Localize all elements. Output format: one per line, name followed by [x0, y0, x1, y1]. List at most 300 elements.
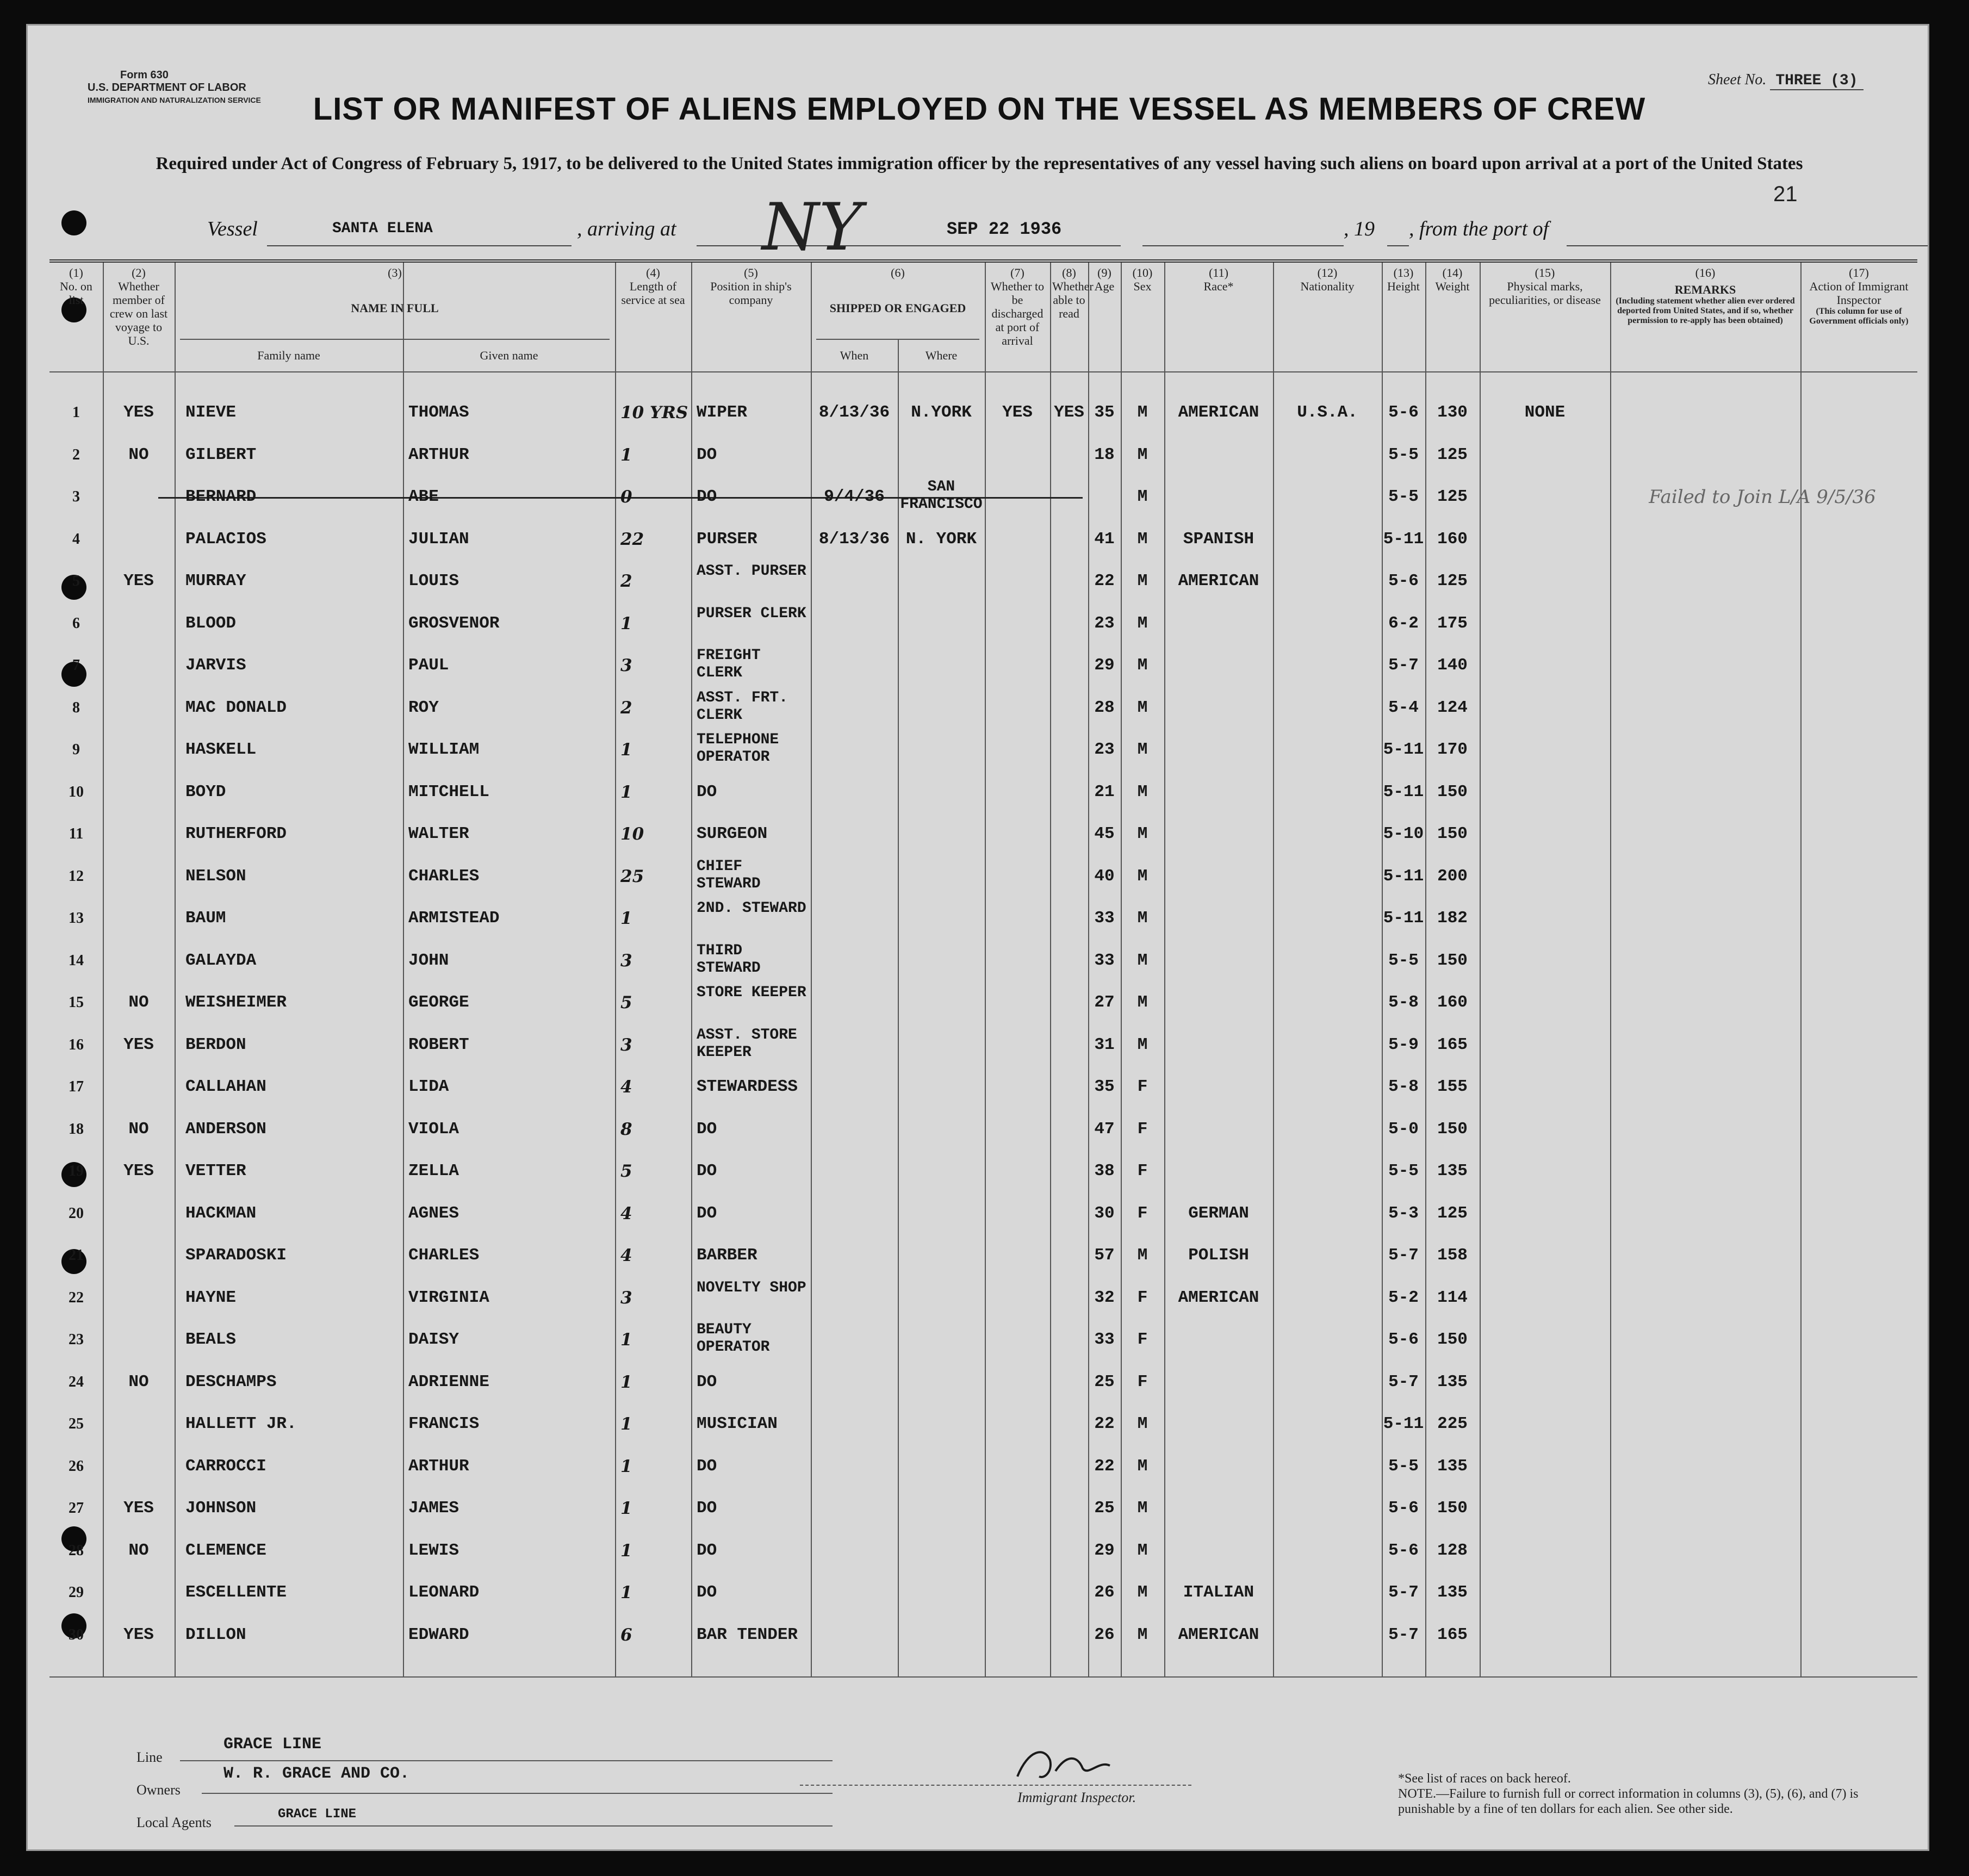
cell-service: 8: [620, 1119, 632, 1139]
cell-service: 1: [620, 1583, 632, 1602]
cell-weight: 135: [1437, 1372, 1468, 1392]
cell-height: 5-6: [1388, 1499, 1419, 1518]
cell-sex: M: [1137, 1246, 1148, 1265]
crew-row: [49, 479, 1917, 530]
column-label: Sex: [1133, 279, 1152, 293]
cell-prev: YES: [123, 572, 154, 591]
cell-position: DO: [697, 1372, 717, 1392]
column-header: [1480, 266, 1610, 307]
crew-row: [49, 531, 1917, 572]
cell-family: HACKMAN: [185, 1203, 257, 1223]
cell-no: 24: [69, 1373, 84, 1390]
column-number: (9): [1097, 266, 1111, 279]
crew-row: [49, 1415, 1917, 1457]
cell-given: PAUL: [408, 656, 449, 675]
cell-no: 26: [69, 1457, 84, 1475]
cell-weight: 158: [1437, 1246, 1468, 1265]
cell-no: 21: [69, 1247, 84, 1264]
cell-height: 5-7: [1388, 1372, 1419, 1392]
column-label: Whether member of crew on last voyage to U.S.: [109, 279, 168, 347]
cell-no: 7: [72, 657, 80, 674]
cell-no: 23: [69, 1331, 84, 1348]
cell-race: ITALIAN: [1183, 1583, 1254, 1602]
cell-weight: 170: [1437, 740, 1468, 759]
cell-service: 1: [620, 1414, 632, 1434]
cell-height: 5-11: [1383, 909, 1424, 928]
column-label: Action of Immigrant Inspector: [1809, 279, 1909, 307]
cell-read: YES: [1054, 403, 1084, 422]
column-label: No. on list: [60, 279, 92, 307]
from-port-label: , from the port of: [1409, 218, 1549, 240]
cell-no: 1: [72, 404, 80, 421]
cell-height: 5-7: [1388, 1625, 1419, 1644]
cell-family: BOYD: [185, 782, 226, 802]
vessel-label: Vessel: [207, 218, 258, 240]
cell-given: AGNES: [408, 1203, 459, 1223]
cell-height: 5-5: [1388, 1456, 1419, 1476]
arriving-port-handwritten: NY: [762, 190, 862, 265]
cell-no: 29: [69, 1584, 84, 1601]
manifest-footer: [49, 1684, 1917, 1847]
cell-service: 3: [620, 1288, 632, 1308]
cell-prev: YES: [123, 1161, 154, 1181]
cell-age: 23: [1094, 613, 1115, 633]
cell-height: 5-7: [1388, 1583, 1419, 1602]
cell-position: 2ND. STEWARD: [697, 900, 806, 917]
owners-label: Owners: [136, 1782, 181, 1798]
cell-no: 16: [69, 1036, 84, 1053]
vessel-info-line: [207, 190, 1838, 265]
cell-sex: F: [1137, 1330, 1148, 1349]
cell-when: 8/13/36: [818, 529, 890, 549]
column-header: [1610, 266, 1800, 326]
cell-family: MURRAY: [185, 572, 246, 591]
sheet-label: Sheet No.: [1708, 71, 1767, 88]
column-number: (3): [388, 266, 402, 279]
cell-service: 10 YRS: [620, 403, 688, 423]
cell-height: 5-5: [1388, 951, 1419, 970]
cell-weight: 225: [1437, 1414, 1468, 1433]
cell-weight: 130: [1437, 403, 1468, 422]
crew-row: [49, 689, 1917, 741]
cell-prev: NO: [128, 445, 149, 464]
cell-weight: 182: [1437, 909, 1468, 928]
cell-prev: YES: [123, 403, 154, 422]
cell-remarks: Failed to Join L/A 9/5/36: [1649, 486, 1876, 508]
cell-age: 27: [1094, 993, 1115, 1012]
crew-row: [49, 731, 1917, 782]
column-header: [1273, 266, 1382, 293]
cell-no: 28: [69, 1542, 84, 1559]
column-header: [1164, 266, 1273, 293]
cell-age: 47: [1094, 1119, 1115, 1139]
cell-position: MUSICIAN: [697, 1414, 778, 1433]
cell-family: RUTHERFORD: [185, 824, 287, 843]
column-header: [103, 266, 175, 347]
cell-given: WALTER: [408, 824, 469, 843]
cell-service: 1: [620, 1330, 632, 1350]
cell-family: JARVIS: [185, 656, 246, 675]
cell-service: 4: [620, 1203, 632, 1223]
cell-sex: F: [1137, 1161, 1148, 1181]
cell-position: BARBER: [697, 1246, 757, 1265]
cell-age: 25: [1094, 1499, 1115, 1518]
cell-position: PURSER: [697, 529, 757, 549]
agents-value: GRACE LINE: [278, 1807, 357, 1822]
column-number: (4): [646, 266, 660, 279]
line-label: Line: [136, 1749, 163, 1765]
arrival-date-stamp: SEP 22 1936: [947, 219, 1062, 239]
cell-position: SURGEON: [697, 824, 768, 843]
cell-age: 41: [1094, 529, 1115, 549]
cell-age: 22: [1094, 572, 1115, 591]
cell-height: 6-2: [1388, 613, 1419, 633]
cell-height: 5-7: [1388, 656, 1419, 675]
cell-where: N. YORK: [905, 529, 977, 549]
cell-prev: YES: [123, 1625, 154, 1644]
cell-weight: 135: [1437, 1456, 1468, 1476]
cell-service: 4: [620, 1246, 632, 1265]
cell-position: DO: [697, 1456, 717, 1476]
cell-sex: M: [1137, 1625, 1148, 1644]
column-label: NAME IN FULL: [351, 301, 439, 315]
cell-family: WEISHEIMER: [185, 993, 287, 1012]
cell-weight: 165: [1437, 1625, 1468, 1644]
cell-weight: 150: [1437, 1119, 1468, 1139]
column-label: REMARKS: [1674, 283, 1736, 296]
column-header: [811, 266, 985, 315]
cell-when: 9/4/36: [824, 487, 885, 506]
cell-given: ROY: [408, 698, 439, 717]
cell-service: 10: [620, 824, 644, 844]
cell-given: DAISY: [408, 1330, 459, 1349]
cell-sex: F: [1137, 1288, 1148, 1307]
cell-race: AMERICAN: [1178, 572, 1259, 591]
cell-no: 5: [72, 573, 80, 589]
cell-service: 25: [620, 866, 644, 886]
crew-row: [49, 942, 1917, 993]
cell-no: 12: [69, 867, 84, 885]
column-header: [175, 266, 615, 315]
cell-sex: M: [1137, 740, 1148, 759]
cell-family: BAUM: [185, 909, 226, 928]
cell-age: 33: [1094, 1330, 1115, 1349]
column-label: Whether to be discharged at port of arrival: [990, 279, 1045, 347]
column-number: (11): [1209, 266, 1228, 279]
cell-position: ASST. FRT. CLERK: [697, 689, 788, 724]
cell-height: 5-5: [1388, 445, 1419, 464]
column-number: (10): [1132, 266, 1153, 279]
column-number: (12): [1317, 266, 1338, 279]
column-subnote: (Including statement whether alien ever ordered deported from United States, and if so, whether permission to re-apply has been obtained): [1616, 296, 1795, 325]
crew-row: [49, 1500, 1917, 1541]
penalty-note: NOTE.—Failure to furnish full or correct information in columns (3), (5), (6), and (7) is punishable by a fine of ten dollars for each alien. See other side.: [1398, 1787, 1859, 1816]
sheet-value: THREE (3): [1770, 72, 1863, 90]
punch-hole: [61, 210, 86, 235]
cell-weight: 200: [1437, 866, 1468, 886]
cell-age: 30: [1094, 1203, 1115, 1223]
column-number: (13): [1393, 266, 1414, 279]
cell-no: 18: [69, 1120, 84, 1138]
agents-label: Local Agents: [136, 1815, 212, 1830]
column-label: Position in ship's company: [710, 279, 792, 307]
cell-family: PALACIOS: [185, 529, 266, 549]
cell-sex: M: [1137, 403, 1148, 422]
cell-service: 3: [620, 1035, 632, 1055]
cell-height: 5-11: [1383, 782, 1424, 802]
column-subheader: Family name: [257, 349, 320, 362]
crew-row: [49, 563, 1917, 614]
crew-row: [49, 1321, 1917, 1372]
cell-service: 2: [620, 698, 632, 718]
column-header: [1800, 266, 1917, 326]
cell-family: HAYNE: [185, 1288, 237, 1307]
column-label: Age: [1094, 279, 1115, 293]
cell-given: JOHN: [408, 951, 449, 970]
column-number: (1): [69, 266, 83, 279]
cell-given: MITCHELL: [408, 782, 489, 802]
cell-family: CLEMENCE: [185, 1540, 266, 1560]
cell-position: PURSER CLERK: [697, 605, 806, 622]
cell-sex: M: [1137, 698, 1148, 717]
cell-position: DO: [697, 782, 717, 802]
cell-service: 4: [620, 1077, 632, 1097]
crew-row: [49, 984, 1917, 1035]
cell-position: THIRD STEWARD: [697, 942, 761, 977]
cell-service: 1: [620, 1372, 632, 1392]
cell-family: SPARADOSKI: [185, 1246, 287, 1265]
cell-family: NIEVE: [185, 403, 237, 422]
cell-height: 5-8: [1388, 993, 1419, 1012]
crew-row: [49, 1247, 1917, 1288]
service-name: IMMIGRATION AND NATURALIZATION SERVICE: [88, 96, 261, 104]
cell-given: VIOLA: [408, 1119, 459, 1139]
cell-weight: 125: [1437, 1203, 1468, 1223]
cell-weight: 135: [1437, 1583, 1468, 1602]
column-number: (16): [1695, 266, 1716, 279]
cell-family: VETTER: [185, 1161, 246, 1181]
cell-family: BEALS: [185, 1330, 237, 1349]
cell-age: 28: [1094, 698, 1115, 717]
cell-prev: YES: [123, 1035, 154, 1054]
cell-height: 5-11: [1383, 866, 1424, 886]
crew-row: [49, 1542, 1917, 1583]
cell-service: 3: [620, 951, 632, 971]
cell-no: 13: [69, 910, 84, 927]
arriving-label: , arriving at: [577, 218, 676, 240]
cell-family: ESCELLENTE: [185, 1583, 287, 1602]
cell-no: 15: [69, 994, 84, 1011]
cell-age: 35: [1094, 1077, 1115, 1096]
cell-height: 5-9: [1388, 1035, 1419, 1054]
cell-no: 19: [69, 1163, 84, 1179]
column-label: Race*: [1203, 279, 1234, 293]
cell-weight: 155: [1437, 1077, 1468, 1096]
cell-height: 5-5: [1388, 487, 1419, 506]
column-label: SHIPPED OR ENGAGED: [829, 301, 966, 315]
cell-family: GALAYDA: [185, 951, 257, 970]
cell-position: DO: [697, 445, 717, 464]
cell-age: 22: [1094, 1456, 1115, 1476]
cell-weight: 150: [1437, 782, 1468, 802]
cell-family: CALLAHAN: [185, 1077, 266, 1096]
column-header: [615, 266, 691, 307]
document-title: LIST OR MANIFEST OF ALIENS EMPLOYED ON THE VESSEL AS MEMBERS OF CREW: [313, 91, 1646, 127]
crew-row: [49, 1584, 1917, 1625]
cell-when: 8/13/36: [818, 403, 890, 422]
race-note: *See list of races on back hereof.: [1398, 1772, 1571, 1786]
cell-given: ARTHUR: [408, 445, 469, 464]
column-header: [1425, 266, 1480, 293]
cell-height: 5-11: [1383, 529, 1424, 549]
cell-sex: F: [1137, 1077, 1148, 1096]
cell-age: 33: [1094, 909, 1115, 928]
cell-no: 25: [69, 1415, 84, 1432]
cell-service: 22: [620, 529, 644, 549]
crew-row: [49, 1121, 1917, 1162]
cell-no: 14: [69, 952, 84, 969]
column-label: Weight: [1435, 279, 1470, 293]
cell-height: 5-6: [1388, 572, 1419, 591]
cell-sex: M: [1137, 824, 1148, 843]
crew-row: [49, 1626, 1917, 1668]
cell-weight: 160: [1437, 993, 1468, 1012]
cell-race: POLISH: [1188, 1246, 1249, 1265]
cell-position: STEWARDESS: [697, 1077, 798, 1096]
column-label: Length of service at sea: [621, 279, 685, 307]
cell-height: 5-11: [1383, 1414, 1424, 1433]
cell-sex: M: [1137, 656, 1148, 675]
crew-row: [49, 825, 1917, 867]
cell-sex: M: [1137, 445, 1148, 464]
cell-sex: M: [1137, 1499, 1148, 1518]
cell-family: DILLON: [185, 1625, 246, 1644]
cell-weight: 165: [1437, 1035, 1468, 1054]
manifest-sheet: [26, 24, 1929, 1851]
cell-given: ZELLA: [408, 1161, 459, 1181]
cell-service: 6: [620, 1625, 632, 1645]
column-label: Physical marks, peculiarities, or disease: [1489, 279, 1601, 307]
sheet-number-field: [1708, 71, 1864, 89]
cell-sex: M: [1137, 529, 1148, 549]
vessel-name: SANTA ELENA: [332, 220, 433, 237]
cell-prev: YES: [123, 1499, 154, 1518]
cell-position: DO: [697, 487, 717, 506]
cell-given: JULIAN: [408, 529, 469, 549]
cell-race: GERMAN: [1188, 1203, 1249, 1223]
owners-value: W. R. GRACE AND CO.: [223, 1765, 410, 1783]
cell-discharged: YES: [1002, 403, 1033, 422]
cell-age: 29: [1094, 656, 1115, 675]
cell-age: 32: [1094, 1288, 1115, 1307]
cell-sex: M: [1137, 1456, 1148, 1476]
cell-position: STORE KEEPER: [697, 984, 806, 1001]
column-label: Height: [1387, 279, 1420, 293]
cell-weight: 125: [1437, 487, 1468, 506]
cell-service: 5: [620, 1161, 632, 1181]
cell-age: 40: [1094, 866, 1115, 886]
cell-marks: NONE: [1524, 403, 1566, 422]
column-number: (6): [891, 266, 905, 279]
cell-given: CHARLES: [408, 866, 480, 886]
cell-height: 5-5: [1388, 1161, 1419, 1181]
cell-where: SAN FRANCISCO: [900, 479, 983, 513]
cell-position: FREIGHT CLERK: [697, 647, 761, 681]
cell-position: ASST. PURSER: [697, 563, 806, 580]
cell-service: 1: [620, 1499, 632, 1518]
cell-weight: 160: [1437, 529, 1468, 549]
column-header: [49, 266, 103, 307]
cell-no: 2: [72, 446, 80, 463]
cell-given: GEORGE: [408, 993, 469, 1012]
cell-position: ASST. STORE KEEPER: [697, 1026, 797, 1061]
footer-notes: [1398, 1771, 1887, 1817]
column-header: [691, 266, 811, 307]
column-label: Whether able to read: [1052, 279, 1094, 320]
cell-position: DO: [697, 1499, 717, 1518]
cell-prev: NO: [128, 1540, 149, 1560]
column-subnote: (This column for use of Government officials only): [1809, 307, 1909, 326]
cell-family: HASKELL: [185, 740, 257, 759]
cell-position: CHIEF STEWARD: [697, 858, 761, 892]
cell-weight: 124: [1437, 698, 1468, 717]
cell-sex: M: [1137, 1414, 1148, 1433]
cell-age: 33: [1094, 951, 1115, 970]
cell-given: GROSVENOR: [408, 613, 500, 633]
cell-family: DESCHAMPS: [185, 1372, 277, 1392]
column-number: (8): [1062, 266, 1076, 279]
cell-no: 30: [69, 1626, 84, 1643]
cell-sex: F: [1137, 1119, 1148, 1139]
column-label: Nationality: [1300, 279, 1355, 293]
department-name: U.S. DEPARTMENT OF LABOR: [88, 82, 246, 94]
cell-sex: M: [1137, 1035, 1148, 1054]
column-header: [1382, 266, 1425, 293]
cell-height: 5-6: [1388, 1540, 1419, 1560]
column-subheader: Given name: [480, 349, 538, 362]
cell-position: WIPER: [697, 403, 748, 422]
cell-weight: 140: [1437, 656, 1468, 675]
cell-age: 29: [1094, 1540, 1115, 1560]
crew-row: [49, 647, 1917, 698]
crew-row: [49, 784, 1917, 825]
cell-no: 6: [72, 614, 80, 632]
cell-height: 5-7: [1388, 1246, 1419, 1265]
crew-row: [49, 1458, 1917, 1499]
cell-given: LIDA: [408, 1077, 449, 1096]
year-label: , 19: [1344, 218, 1375, 240]
crew-row: [49, 605, 1917, 656]
cell-race: AMERICAN: [1178, 1625, 1259, 1644]
cell-given: THOMAS: [408, 403, 469, 422]
cell-family: BERDON: [185, 1035, 246, 1054]
cell-no: 27: [69, 1500, 84, 1517]
cell-height: 5-8: [1388, 1077, 1419, 1096]
crew-table: [49, 259, 1917, 1676]
cell-position: DO: [697, 1203, 717, 1223]
cell-given: FRANCIS: [408, 1414, 480, 1433]
cell-weight: 135: [1437, 1161, 1468, 1181]
cell-age: 45: [1094, 824, 1115, 843]
cell-weight: 150: [1437, 824, 1468, 843]
crew-row: [49, 1205, 1917, 1246]
document-subtitle: Required under Act of Congress of February 5, 1917, to be delivered to the United States immigration officer by the representatives of any vessel having such aliens on board upon arrival at a port of the United States: [156, 154, 1803, 173]
cell-weight: 125: [1437, 445, 1468, 464]
cell-given: JAMES: [408, 1499, 459, 1518]
cell-given: ARTHUR: [408, 1456, 469, 1476]
cell-no: 8: [72, 699, 80, 716]
cell-service: 1: [620, 613, 632, 633]
